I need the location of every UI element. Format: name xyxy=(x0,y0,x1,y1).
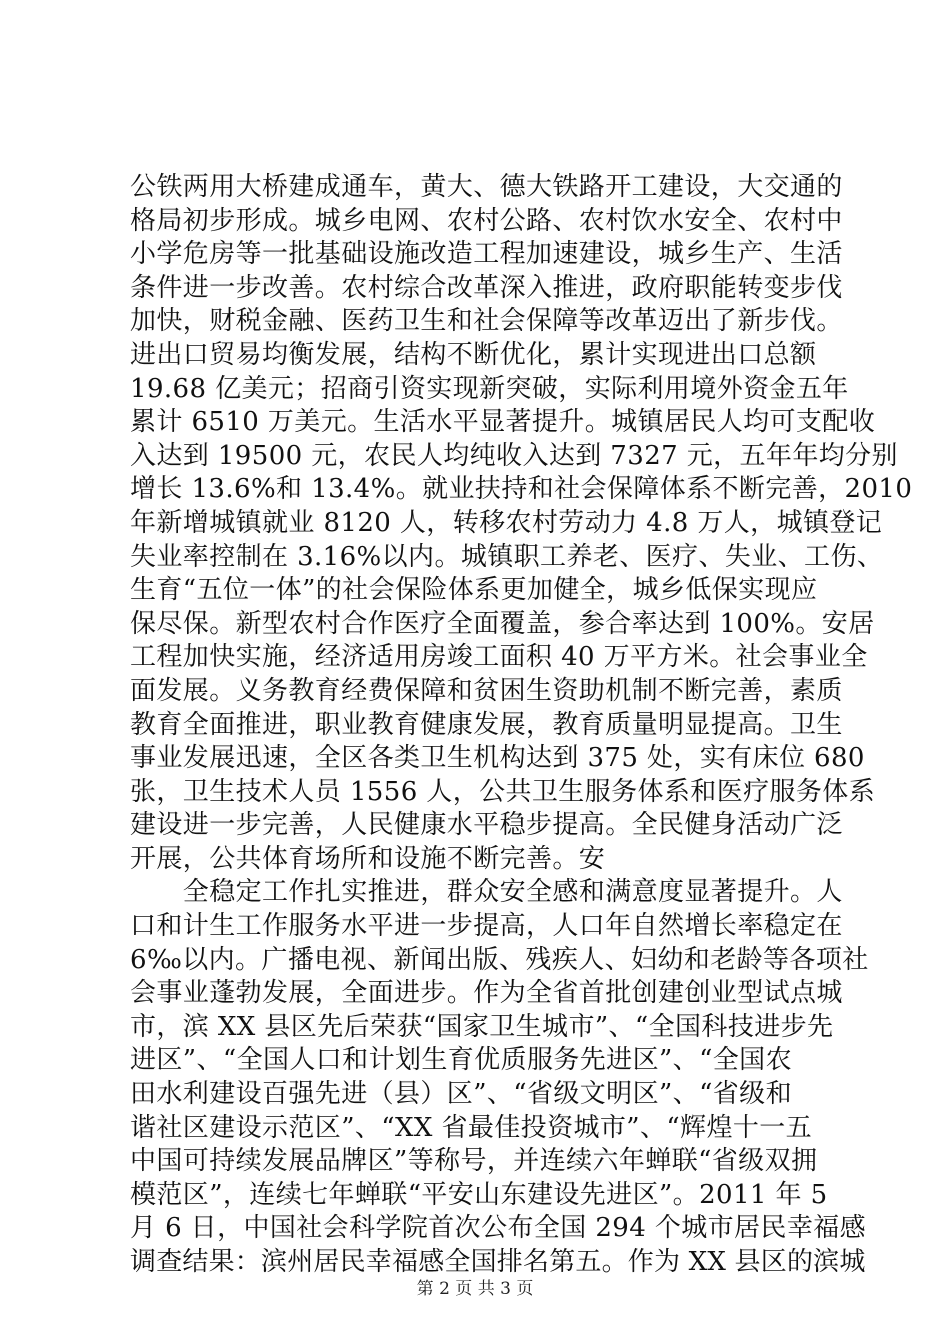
text-line: 市，滨 XX 县区先后荣获“国家卫生城市”、“全国科技进步先 xyxy=(130,1011,834,1042)
text-line: 全稳定工作扎实推进，群众安全感和满意度显著提升。人 xyxy=(130,877,843,908)
text-line: 调查结果：滨州居民幸福感全国排名第五。作为 XX 县区的滨城 xyxy=(130,1247,866,1277)
text-line: 年新增城镇就业 8120 人，转移农村劳动力 4.8 万人，城镇登记 xyxy=(130,507,883,538)
text-line: 谐社区建设示范区”、“XX 省最佳投资城市”、“辉煌十一五 xyxy=(130,1112,813,1143)
text-line: 事业发展迅速，全区各类卫生机构达到 375 处，实有床位 680 xyxy=(130,743,865,774)
text-line: 累计 6510 万美元。生活水平显著提升。城镇居民人均可支配收 xyxy=(130,407,876,438)
text-line: 入达到 19500 元，农民人均纯收入达到 7327 元，五年年均分别 xyxy=(130,440,898,471)
text-line: 建设进一步完善，人民健康水平稳步提高。全民健身活动广泛 xyxy=(130,810,843,841)
page-footer: 第 2 页 共 3 页 xyxy=(416,1279,534,1299)
text-line: 格局初步形成。城乡电网、农村公路、农村饮水安全、农村中 xyxy=(130,205,843,236)
body-text xyxy=(130,171,913,1280)
paragraph-2 xyxy=(130,876,869,1279)
text-line: 19.68 亿美元；招商引资实现新突破，实际利用境外资金五年 xyxy=(130,373,849,404)
text-line: 条件进一步改善。农村综合改革深入推进，政府职能转变步伐 xyxy=(130,272,843,303)
text-line: 进出口贸易均衡发展，结构不断优化，累计实现进出口总额 xyxy=(130,339,817,370)
text-line: 张，卫生技术人员 1556 人，公共卫生服务体系和医疗服务体系 xyxy=(130,776,876,807)
text-line: 进区”、“全国人口和计划生育优质服务先进区”、“全国农 xyxy=(130,1045,792,1076)
text-line: 6‰以内。广播电视、新闻出版、残疾人、妇幼和老龄等各项社 xyxy=(130,944,869,975)
text-line: 保尽保。新型农村合作医疗全面覆盖，参合率达到 100%。安居 xyxy=(130,608,875,639)
text-line: 模范区”，连续七年蝉联“平安山东建设先进区”。2011 年 5 xyxy=(130,1179,828,1210)
text-line: 面发展。义务教育经费保障和贫困生资助机制不断完善，素质 xyxy=(130,675,843,706)
text-line: 中国可持续发展品牌区”等称号，并连续六年蝉联“省级双拥 xyxy=(130,1146,818,1177)
text-line: 公铁两用大桥建成通车，黄大、德大铁路开工建设，大交通的 xyxy=(130,172,843,202)
text-line: 工程加快实施，经济适用房竣工面积 40 万平方米。社会事业全 xyxy=(130,642,868,673)
text-line: 增长 13.6%和 13.4%。就业扶持和社会保障体系不断完善，2010 xyxy=(130,474,913,505)
text-line: 生育“五位一体”的社会保险体系更加健全，城乡低保实现应 xyxy=(130,575,818,606)
text-line: 口和计生工作服务水平进一步提高，人口年自然增长率稳定在 xyxy=(130,911,843,942)
text-line: 开展，公共体育场所和设施不断完善。安 xyxy=(130,843,606,874)
text-line: 小学危房等一批基础设施改造工程加速建设，城乡生产、生活 xyxy=(130,239,843,270)
text-line: 月 6 日，中国社会科学院首次公布全国 294 个城市居民幸福感 xyxy=(130,1213,867,1244)
text-line: 失业率控制在 3.16%以内。城镇职工养老、医疗、失业、工伤、 xyxy=(130,541,884,572)
text-line: 田水利建设百强先进（县）区”、“省级文明区”、“省级和 xyxy=(130,1079,792,1110)
text-line: 会事业蓬勃发展，全面进步。作为全省首批创建创业型试点城 xyxy=(130,978,843,1009)
paragraph-1 xyxy=(130,171,913,876)
text-line: 加快，财税金融、医药卫生和社会保障等改革迈出了新步伐。 xyxy=(130,306,843,337)
text-line: 教育全面推进，职业教育健康发展，教育质量明显提高。卫生 xyxy=(130,709,843,740)
